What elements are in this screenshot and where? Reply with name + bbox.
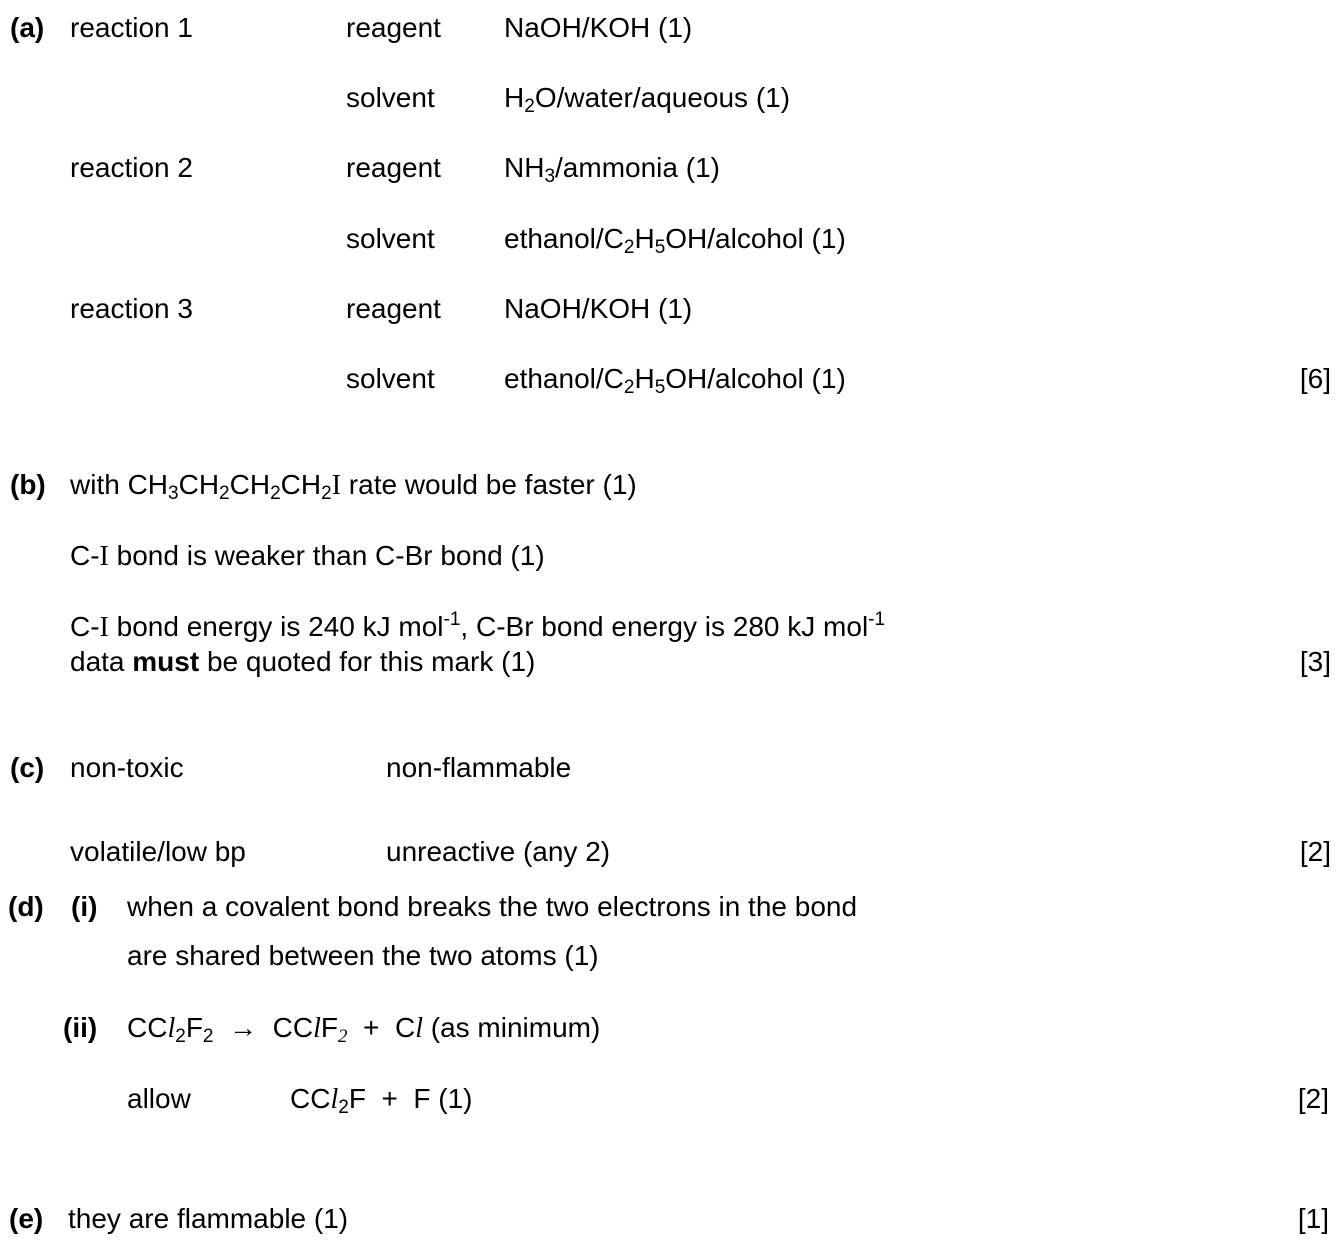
part-c-marks: [2] — [1299, 836, 1331, 867]
part-b-marks: [3] — [1299, 646, 1331, 677]
part-e-marks: [1] — [1297, 1203, 1329, 1234]
part-d-ii-label: (ii) — [63, 1012, 98, 1043]
part-e-label: (e) — [9, 1203, 44, 1234]
part-b-line-4: data must be quoted for this mark (1) — [70, 646, 536, 677]
part-d-marks: [2] — [1297, 1083, 1329, 1114]
homolysis-equation: $CCl_2F_2$ → CClF$_2$ + Cl (as minimum) — [127, 1012, 601, 1047]
part-b-line-2: C-I bond is weaker than C-Br bond (1) — [70, 540, 545, 572]
property-item: unreactive (any 2) — [386, 836, 611, 867]
reaction-3-label: reaction 3 — [70, 293, 193, 324]
reaction-arrow-icon: → — [229, 1012, 258, 1043]
reagent-answer: $NH_3$/ammonia (1) — [504, 152, 720, 187]
part-e-answer: they are flammable (1) — [68, 1203, 349, 1234]
property-item: volatile/low bp — [70, 836, 246, 867]
part-d-i-line-2: are shared between the two atoms (1) — [127, 940, 599, 971]
reagent-answer: NaOH/KOH (1) — [504, 293, 693, 324]
part-c-label: (c) — [10, 752, 45, 783]
part-a-label: (a) — [10, 12, 45, 43]
part-d-label: (d) — [8, 891, 44, 922]
part-b-label: (b) — [10, 469, 46, 500]
property-item: non-flammable — [386, 752, 572, 783]
reaction-1-label: reaction 1 — [70, 12, 193, 43]
allow-equation: CCl$_2$F + F (1) — [290, 1083, 473, 1118]
solvent-label: solvent — [346, 223, 435, 254]
property-item: non-toxic — [70, 752, 184, 783]
solvent-answer: $H_2O/water$/aqueous (1) — [504, 82, 791, 117]
reagent-label: reagent — [346, 12, 441, 43]
part-d-i-line-1: when a covalent bond breaks the two electrons in the bond — [127, 891, 858, 922]
solvent-answer: ethanol/$C_2H_5OH$/alcohol (1) — [504, 223, 846, 258]
allow-label: allow — [127, 1083, 191, 1114]
solvent-answer: ethanol/$C_2H_5OH$/alcohol (1) — [504, 363, 846, 398]
reagent-label: reagent — [346, 152, 441, 183]
part-b-line-3: C-I bond energy is 240 kJ mol$^{-1}$, C-Br bond energy is 280 kJ mol$^{-1}$ — [70, 609, 886, 643]
part-d-i-label: (i) — [71, 891, 98, 922]
reaction-2-label: reaction 2 — [70, 152, 193, 183]
reagent-label: reagent — [346, 293, 441, 324]
part-a-marks: [6] — [1299, 363, 1331, 394]
solvent-label: solvent — [346, 363, 435, 394]
reagent-answer: NaOH/KOH (1) — [504, 12, 693, 43]
solvent-label: solvent — [346, 82, 435, 113]
part-b-line-1: with $CH_3CH_2CH_2CH_2I$ rate would be faster (1) — [70, 469, 637, 504]
